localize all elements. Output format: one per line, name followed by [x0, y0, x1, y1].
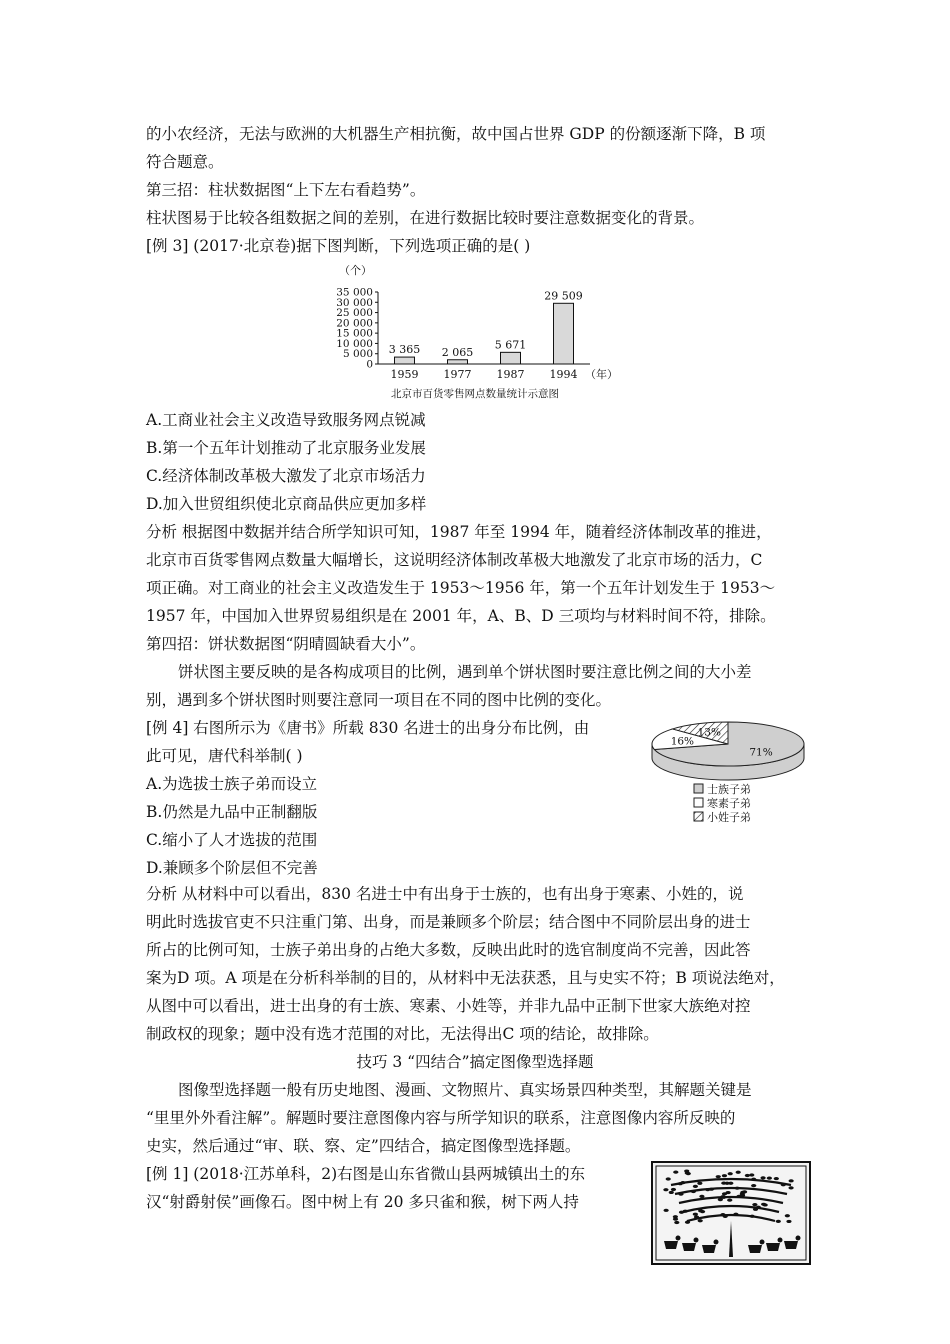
- tip4-text-1: 饼状图主要反映的是各构成项目的比例，遇到单个饼状图时要注意比例之间的大小差: [178, 663, 752, 681]
- legend-label: 小姓子弟: [707, 811, 751, 824]
- legend-swatch: [694, 812, 703, 821]
- y-tick-label: 5 000: [342, 348, 373, 361]
- pie-value-label: 13%: [697, 726, 721, 739]
- tip4-text-2: 别，遇到多个饼状图时则要注意同一项目在不同的图中比例的变化。: [146, 691, 612, 709]
- bar: [395, 357, 415, 364]
- ex3-option-c: C.经济体制改革极大激发了北京市场活力: [146, 467, 426, 485]
- skill3-text-2: “里里外外看注解”。解题时要注意图像内容与所学知识的联系，注意图像内容所反映的: [146, 1109, 736, 1127]
- x-axis-unit: （年）: [585, 368, 618, 381]
- skill3-text-1: 图像型选择题一般有历史地图、漫画、文物照片、真实场景四种类型，其解题关键是: [178, 1081, 752, 1099]
- example3-stem: [例 3] (2017·北京卷)据下图判断，下列选项正确的是( ): [146, 237, 531, 255]
- ex4-analysis-1: 分析 从材料中可以看出，830 名进士中有出身于士族的，也有出身于寒素、小姓的，说: [146, 885, 744, 903]
- legend-label: 士族子弟: [707, 783, 751, 796]
- ex3-option-d: D.加入世贸组织使北京商品供应更加多样: [146, 495, 427, 513]
- ex3-option-a: A.工商业社会主义改造导致服务网点锐减: [146, 411, 426, 429]
- skill3-title: 技巧 3 “四结合”搞定图像型选择题: [356, 1053, 594, 1071]
- x-tick-label: 1959: [390, 368, 419, 381]
- pie-value-label: 71%: [749, 746, 773, 759]
- ex4-option-d: D.兼顾多个阶层但不完善: [146, 859, 318, 877]
- y-tick-label: 35 000: [336, 286, 373, 299]
- bar: [554, 303, 574, 364]
- ex4-option-b: B.仍然是九品中正制翻版: [146, 803, 318, 821]
- y-axis-ticks: [336, 287, 378, 371]
- ex3-option-b: B.第一个五年计划推动了北京服务业发展: [146, 439, 426, 457]
- bar-series: [389, 289, 583, 381]
- pie-chart: [648, 718, 810, 830]
- bar-chart: [315, 262, 635, 402]
- y-tick-label: 30 000: [336, 296, 373, 309]
- ex4-stem-2: 此可见，唐代科举制( ): [146, 747, 303, 765]
- ex3-analysis-2: 北京市百货零售网点数量大幅增长，这说明经济体制改革极大地激发了北京市场的活力，C: [146, 551, 763, 569]
- bar-value-label: 2 065: [441, 345, 474, 359]
- ex3-analysis-3: 项正确。对工商业的社会主义改造发生于 1953～1956 年，第一个五年计划发生于 1953～: [146, 579, 776, 597]
- bar-value-label: 29 509: [544, 289, 583, 303]
- ex3-analysis-1: 分析 根据图中数据并结合所学知识可知，1987 年至 1994 年，随着经济体制改革的推进，: [146, 523, 772, 541]
- y-tick-label: 15 000: [336, 327, 373, 340]
- y-tick-label: 20 000: [336, 317, 373, 330]
- intro-line-2: 符合题意。: [146, 153, 224, 171]
- x-tick-label: 1987: [496, 368, 525, 381]
- ex3-analysis-4: 1957 年，中国加入世界贸易组织是在 2001 年，A、B、D 三项均与材料时间不符，排除。: [146, 607, 776, 625]
- bar-value-label: 3 365: [388, 343, 421, 357]
- pie-legend: [694, 782, 751, 824]
- skill3-text-3: 史实，然后通过“审、联、察、定”四结合，搞定图像型选择题。: [146, 1137, 581, 1155]
- legend-swatch: [694, 784, 703, 793]
- bar-value-label: 5 671: [494, 338, 527, 352]
- pie-value-label: 16%: [670, 735, 695, 748]
- y-tick-label: 25 000: [336, 307, 373, 320]
- bar: [501, 352, 521, 364]
- x-tick-label: 1977: [443, 368, 472, 381]
- legend-label: 寒素子弟: [707, 797, 751, 810]
- stone-relief-image: [651, 1161, 811, 1265]
- bar: [448, 360, 468, 364]
- ex4-analysis-4: 案为D 项。A 项是在分析科举制的目的，从材料中无法获悉，且与史实不符；B 项说法绝对，: [146, 969, 785, 987]
- ex1-stem-1: [例 1] (2018·江苏单科，2)右图是山东省微山县两城镇出土的东: [146, 1165, 586, 1183]
- ex4-stem-1: [例 4] 右图所示为《唐书》所载 830 名进士的出身分布比例，由: [146, 719, 590, 737]
- ex4-option-c: C.缩小了人才选拔的范围: [146, 831, 318, 849]
- tip3-heading: 第三招：柱状数据图“上下左右看趋势”。: [146, 181, 426, 199]
- chart-title: 北京市百货零售网点数量统计示意图: [391, 388, 559, 400]
- ex4-analysis-5: 从图中可以看出，进士出身的有士族、寒素、小姓等，并非九品中正制下世家大族绝对控: [146, 997, 751, 1015]
- tip4-heading: 第四招：饼状数据图“阴晴圆缺看大小”。: [146, 635, 426, 653]
- legend-swatch: [694, 798, 703, 807]
- x-tick-label: 1994: [549, 368, 578, 381]
- tip3-text: 柱状图易于比较各组数据之间的差别，在进行数据比较时要注意数据变化的背景。: [146, 209, 705, 227]
- ex4-analysis-3: 所占的比例可知，士族子弟出身的占绝大多数，反映出此时的选官制度尚不完善，因此答: [146, 941, 751, 959]
- y-axis-unit: （个）: [339, 264, 372, 277]
- y-tick-label: 0: [366, 358, 373, 371]
- ex4-analysis-6: 制政权的现象；题中没有选才范围的对比，无法得出C 项的结论，故排除。: [146, 1025, 659, 1043]
- ex1-stem-2: 汉“射爵射侯”画像石。图中树上有 20 多只雀和猴，树下两人持: [146, 1193, 579, 1211]
- ex4-analysis-2: 明此时选拔官吏不只注重门第、出身，而是兼顾多个阶层；结合图中不同阶层出身的进士: [146, 913, 751, 931]
- ex4-option-a: A.为选拔士族子弟而设立: [146, 775, 318, 793]
- y-tick-label: 10 000: [336, 337, 373, 350]
- intro-line-1: 的小农经济，无法与欧洲的大机器生产相抗衡，故中国占世界 GDP 的份额逐渐下降，B 项: [146, 125, 766, 143]
